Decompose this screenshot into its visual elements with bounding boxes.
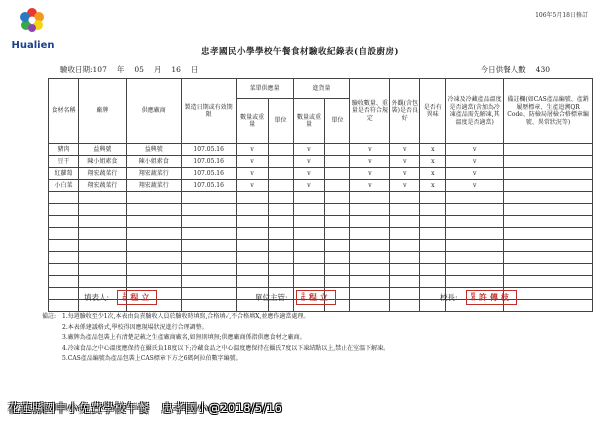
table-cell <box>126 204 181 216</box>
table-cell <box>420 276 446 288</box>
table-cell <box>446 240 504 252</box>
table-cell <box>446 204 504 216</box>
table-cell <box>390 216 420 228</box>
inspection-date <box>60 64 208 75</box>
table-row <box>49 240 593 252</box>
table-cell: 小白菜 <box>49 180 79 192</box>
table-cell <box>126 216 181 228</box>
table-cell <box>504 156 593 168</box>
table-cell: v <box>390 168 420 180</box>
principal-stamp-title: 校長 <box>470 292 476 302</box>
table-cell <box>293 228 325 240</box>
revision-date: 106年5月18日修訂 <box>535 12 588 19</box>
table-row <box>49 252 593 264</box>
table-cell <box>350 204 390 216</box>
table-cell <box>420 264 446 276</box>
table-cell <box>236 252 268 264</box>
table-cell: 107.05.16 <box>181 144 236 156</box>
table-cell <box>504 168 593 180</box>
table-cell <box>350 300 390 312</box>
table-cell: v <box>390 180 420 192</box>
table-cell <box>236 216 268 228</box>
table-cell: 豬肉 <box>49 144 79 156</box>
header-name: 食材名稱 <box>49 79 79 144</box>
table-cell: 益興號 <box>78 144 126 156</box>
table-cell: x <box>420 156 446 168</box>
table-cell: 豆干 <box>49 156 79 168</box>
table-row <box>49 180 593 192</box>
supply-label: 今日供餐人數 <box>480 65 526 74</box>
inspection-table <box>48 78 593 312</box>
table-cell <box>446 216 504 228</box>
table-cell <box>325 156 350 168</box>
table-cell <box>390 192 420 204</box>
table-cell <box>126 276 181 288</box>
table-cell <box>504 252 593 264</box>
table-cell <box>504 288 593 300</box>
table-cell: 翔宏蔬菜行 <box>78 168 126 180</box>
table-cell <box>390 288 420 300</box>
note-item: 3.廠牌為產品包裝上有清楚記載之生產廠商廠名,如無則填無;供應廠商係指供應食材之廠商。 <box>62 334 306 341</box>
table-cell <box>236 204 268 216</box>
table-cell <box>181 276 236 288</box>
table-cell <box>504 204 593 216</box>
table-cell <box>236 192 268 204</box>
supply-value: 430 <box>535 65 550 74</box>
table-cell <box>78 228 126 240</box>
table-cell <box>181 240 236 252</box>
table-cell <box>181 288 236 300</box>
table-cell <box>49 252 79 264</box>
table-cell <box>390 228 420 240</box>
table-cell: v <box>446 156 504 168</box>
header-menu-qty: 數量或重量 <box>236 99 268 144</box>
principal-label: 校長: <box>440 293 458 302</box>
table-cell <box>350 240 390 252</box>
table-cell: v <box>236 144 268 156</box>
meal-supply-count <box>481 64 560 75</box>
table-cell <box>181 228 236 240</box>
table-cell <box>293 252 325 264</box>
table-cell <box>390 276 420 288</box>
table-cell: v <box>293 156 325 168</box>
table-cell: 翔宏蔬菜行 <box>126 168 181 180</box>
table-cell <box>293 192 325 204</box>
table-cell <box>126 264 181 276</box>
table-cell <box>181 192 236 204</box>
table-cell <box>268 252 293 264</box>
table-cell: 107.05.16 <box>181 180 236 192</box>
table-cell: v <box>236 180 268 192</box>
month-value: 05 <box>134 65 144 74</box>
table-cell <box>49 288 79 300</box>
table-cell <box>236 240 268 252</box>
table-cell <box>390 204 420 216</box>
table-row <box>49 204 593 216</box>
table-cell: v <box>350 168 390 180</box>
table-cell <box>268 180 293 192</box>
header-brand: 廠牌 <box>78 79 126 144</box>
filler-stamp-name: 程立 <box>130 292 153 302</box>
table-cell <box>504 276 593 288</box>
table-cell <box>325 180 350 192</box>
table-cell <box>325 192 350 204</box>
supervisor-label: 單位主管: <box>255 293 288 302</box>
header-odor: 是否有異味 <box>420 79 446 144</box>
table-cell <box>293 276 325 288</box>
header-menu-supply: 菜單供應量 <box>236 79 293 99</box>
header-frozen-temp: 冷凍及冷藏產品溫度是否適當(含加為冷凍產品需先解凍,其溫度是否適當) <box>446 79 504 144</box>
table-cell <box>504 180 593 192</box>
table-cell <box>293 204 325 216</box>
table-row <box>49 144 593 156</box>
table-cell <box>390 252 420 264</box>
table-cell: v <box>350 156 390 168</box>
table-row <box>49 192 593 204</box>
table-cell <box>325 228 350 240</box>
table-cell <box>446 264 504 276</box>
header-appearance: 外觀(含包裝)是否良好 <box>390 79 420 144</box>
table-cell <box>268 168 293 180</box>
table-cell: v <box>446 144 504 156</box>
table-cell: 107.05.16 <box>181 156 236 168</box>
table-cell: 益興號 <box>126 144 181 156</box>
table-cell: v <box>293 168 325 180</box>
table-cell <box>49 192 79 204</box>
table-cell <box>390 300 420 312</box>
table-cell <box>350 192 390 204</box>
table-cell <box>420 204 446 216</box>
table-cell <box>420 252 446 264</box>
photo-caption: 花蓮縣國中小免費學校午餐 忠孝國小@2018/5/16 <box>8 401 283 415</box>
date-label: 驗收日期:107 <box>60 65 107 74</box>
supervisor-stamp-name: 程立 <box>308 292 331 302</box>
note-item: 2.本表係建議格式,學校得因應現場狀況進行合理調整。 <box>62 323 208 331</box>
filler-signature <box>84 290 157 305</box>
table-cell: v <box>350 144 390 156</box>
table-cell <box>49 240 79 252</box>
table-cell: v <box>390 144 420 156</box>
table-cell <box>78 216 126 228</box>
day-value: 16 <box>171 65 181 74</box>
table-cell <box>78 240 126 252</box>
year-suffix: 年 <box>116 65 125 74</box>
table-cell <box>390 240 420 252</box>
header-arrival: 進貨量 <box>293 79 350 99</box>
table-cell <box>350 228 390 240</box>
table-cell <box>268 240 293 252</box>
table-cell <box>78 264 126 276</box>
table-cell <box>420 216 446 228</box>
table-cell: 翔宏蔬菜行 <box>126 180 181 192</box>
table-cell <box>325 204 350 216</box>
table-cell: v <box>390 156 420 168</box>
table-cell <box>78 252 126 264</box>
table-cell: v <box>236 156 268 168</box>
table-cell: v <box>293 144 325 156</box>
notes-label: 備註: <box>42 313 57 320</box>
table-cell <box>268 216 293 228</box>
table-row <box>49 264 593 276</box>
table-cell <box>325 216 350 228</box>
table-cell <box>325 144 350 156</box>
header-arrival-unit: 單位 <box>325 99 350 144</box>
table-cell <box>504 228 593 240</box>
table-cell: v <box>446 180 504 192</box>
note-item: 4.冷凍食品之中心溫度應保持在攝氏負18度以下;冷藏食品之中心溫度應保持在攝氏7度以下凍結點以上,禁止在室溫下解凍。 <box>62 344 390 352</box>
table-row <box>49 276 593 288</box>
table-cell <box>181 264 236 276</box>
note-item: 1.每週驗收至少1次,本表由負責驗收人員於驗收時填寫,合格填✓,不合格填X,並應作適當處理。 <box>62 313 310 320</box>
table-cell: v <box>293 180 325 192</box>
month-suffix: 月 <box>153 65 162 74</box>
table-cell: v <box>446 168 504 180</box>
table-cell <box>49 204 79 216</box>
table-cell <box>504 240 593 252</box>
table-cell <box>350 216 390 228</box>
table-cell <box>126 240 181 252</box>
table-row <box>49 168 593 180</box>
table-cell <box>293 264 325 276</box>
table-cell <box>350 276 390 288</box>
table-cell <box>78 276 126 288</box>
table-cell <box>49 300 79 312</box>
table-cell <box>236 228 268 240</box>
table-cell <box>325 276 350 288</box>
header-vendor: 供應廠商 <box>126 79 181 144</box>
notes-list <box>62 312 389 365</box>
table-cell: v <box>350 180 390 192</box>
filler-stamp-title: 主任 <box>122 292 127 302</box>
table-cell <box>49 216 79 228</box>
table-row <box>49 216 593 228</box>
notes-section <box>42 312 389 365</box>
table-cell <box>78 204 126 216</box>
principal-stamp-name: 許傳枝 <box>478 292 512 302</box>
table-cell <box>181 252 236 264</box>
table-cell <box>181 204 236 216</box>
filler-label: 填表人: <box>84 293 110 302</box>
header-qty-match: 驗收數量、重量是否符合規定 <box>350 79 390 144</box>
table-cell <box>446 228 504 240</box>
table-cell <box>78 192 126 204</box>
form-title: 忠孝國民小學學校午餐食材驗收紀錄表(自設廚房) <box>200 47 400 57</box>
table-cell: 翔宏蔬菜行 <box>78 180 126 192</box>
table-cell <box>268 228 293 240</box>
table-cell <box>236 264 268 276</box>
table-cell <box>325 240 350 252</box>
header-mfg-date: 製造日期或有效期限 <box>181 79 236 144</box>
supervisor-stamp <box>296 290 336 305</box>
table-cell <box>126 192 181 204</box>
table-cell <box>49 276 79 288</box>
day-suffix: 日 <box>190 65 199 74</box>
table-row <box>49 228 593 240</box>
logo-text: Hualien <box>11 40 55 51</box>
table-cell: 107.05.16 <box>181 168 236 180</box>
table-cell <box>504 192 593 204</box>
table-cell <box>49 228 79 240</box>
table-cell: x <box>420 180 446 192</box>
table-cell <box>446 192 504 204</box>
table-cell <box>446 252 504 264</box>
table-cell: v <box>236 168 268 180</box>
filler-stamp <box>117 290 157 305</box>
table-cell <box>390 264 420 276</box>
supervisor-signature <box>255 290 336 305</box>
flower-logo-icon <box>17 6 47 36</box>
header-arrival-qty: 數量或重量 <box>293 99 325 144</box>
header-menu-unit: 單位 <box>268 99 293 144</box>
table-cell: x <box>420 168 446 180</box>
table-cell <box>126 228 181 240</box>
table-cell <box>420 228 446 240</box>
table-cell <box>293 240 325 252</box>
table-cell <box>236 276 268 288</box>
table-cell <box>126 252 181 264</box>
table-cell <box>446 276 504 288</box>
table-cell <box>181 300 236 312</box>
supervisor-stamp-title: 主任 <box>300 292 306 302</box>
note-item: 5.CAS產品編號為產品包裝上CAS標章下方之6碼阿拉伯數字編號。 <box>62 355 242 362</box>
table-cell <box>268 156 293 168</box>
table-cell <box>268 276 293 288</box>
table-cell: 陳小姐素食 <box>126 156 181 168</box>
table-cell <box>325 168 350 180</box>
principal-signature <box>440 290 517 305</box>
table-cell <box>350 288 390 300</box>
header-remarks: 備註欄(如CAS產品編號、產銷履歷標章、生產追溯QR Code、防檢局屠檢合格標章編號、異常狀況等) <box>504 79 593 144</box>
table-cell <box>350 252 390 264</box>
table-cell <box>504 144 593 156</box>
table-cell <box>181 216 236 228</box>
table-cell <box>504 300 593 312</box>
table-cell <box>420 192 446 204</box>
table-row <box>49 156 593 168</box>
table-cell <box>420 240 446 252</box>
table-cell <box>268 144 293 156</box>
table-cell <box>268 192 293 204</box>
table-cell <box>325 264 350 276</box>
table-cell: 紅蘿蔔 <box>49 168 79 180</box>
table-cell: x <box>420 144 446 156</box>
table-cell <box>325 252 350 264</box>
table-cell <box>293 216 325 228</box>
table-cell <box>49 264 79 276</box>
table-cell: 陳小姐素食 <box>78 156 126 168</box>
table-cell <box>268 264 293 276</box>
principal-stamp <box>466 290 517 305</box>
table-cell <box>504 216 593 228</box>
table-cell <box>350 264 390 276</box>
table-cell <box>268 204 293 216</box>
table-cell <box>504 264 593 276</box>
